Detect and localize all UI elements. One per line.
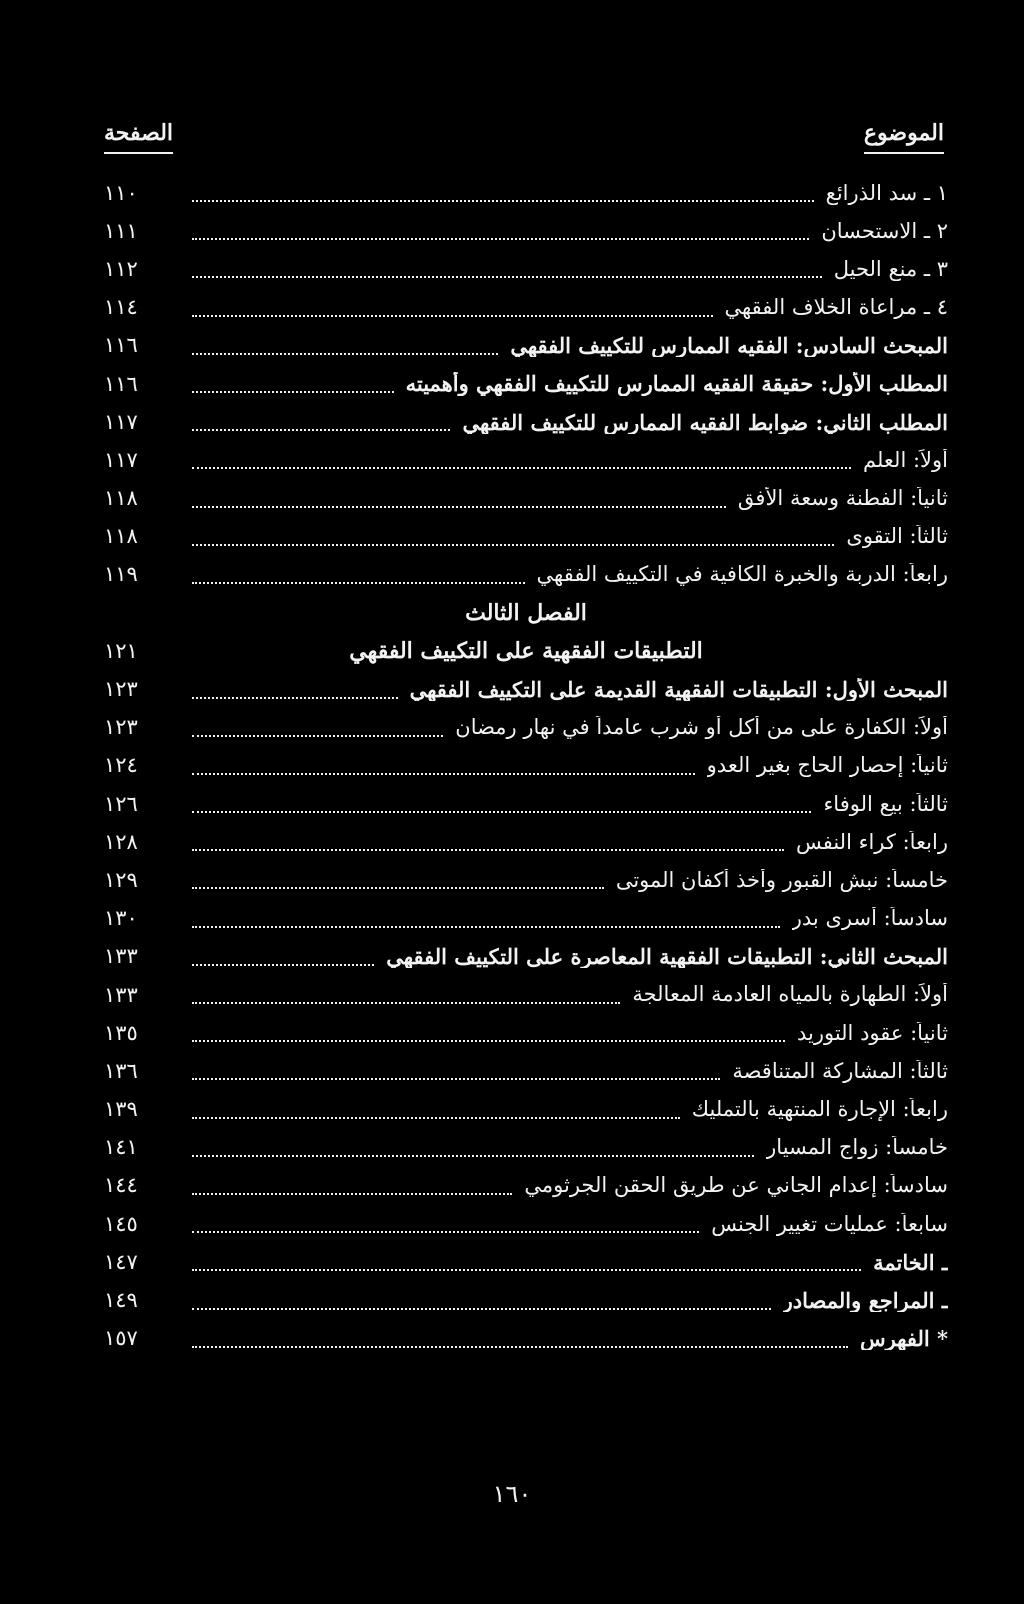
toc-row — [104, 556, 948, 594]
toc-page-number: ١٣٥ — [104, 1020, 138, 1045]
toc-title: المطلب الأول: حقيقة الفقيه الممارس للتكييف الفقهي وأهميته — [405, 372, 948, 396]
toc-page-number: ١٤٤ — [104, 1173, 138, 1198]
toc-leader — [192, 1231, 699, 1233]
topic-column-label: الموضوع — [864, 118, 944, 154]
toc-title: * الفهرس — [859, 1327, 948, 1351]
toc-page-number: ١١١ — [104, 218, 138, 243]
toc-row — [104, 709, 948, 747]
toc-leader — [192, 506, 726, 508]
table-of-contents — [104, 174, 948, 1358]
toc-row — [104, 174, 948, 212]
toc-page-number: ١٢٦ — [104, 791, 138, 816]
toc-row — [104, 1281, 948, 1319]
toc-row — [104, 1320, 948, 1358]
toc-leader — [192, 238, 809, 240]
toc-leader — [192, 582, 525, 584]
toc-row — [104, 747, 948, 785]
toc-leader — [192, 1040, 785, 1042]
chapter-subtitle: التطبيقات الفقهية على التكييف الفقهي — [349, 638, 703, 665]
toc-row — [104, 1014, 948, 1052]
toc-leader — [192, 1269, 861, 1271]
toc-leader — [192, 315, 713, 317]
toc-page-number: ١٢٤ — [104, 753, 138, 778]
toc-page-number: ١٣٣ — [104, 944, 138, 969]
toc-leader — [192, 697, 398, 699]
toc-title: ـ الخاتمة — [873, 1250, 948, 1274]
toc-title: ٣ ـ منع الحيل — [833, 257, 948, 281]
toc-page-number: ١٣٦ — [104, 1058, 138, 1083]
toc-row — [104, 289, 948, 327]
toc-leader — [192, 200, 814, 202]
toc-row — [104, 327, 948, 365]
toc-row — [104, 518, 948, 556]
toc-page-number: ١١٨ — [104, 524, 138, 549]
toc-leader — [192, 429, 450, 431]
chapter-heading: الفصل الثالث — [465, 600, 587, 627]
toc-title: المبحث السادس: الفقيه الممارس للتكييف الفقهي — [510, 334, 948, 358]
toc-page-number: ١٤٩ — [104, 1288, 138, 1313]
toc-row — [104, 1091, 948, 1129]
toc-leader — [192, 849, 784, 851]
toc-row — [104, 670, 948, 708]
toc-title: سادساً: أسرى بدر — [791, 907, 948, 931]
toc-page-number: ١٥٧ — [104, 1326, 138, 1351]
toc-row — [104, 1243, 948, 1281]
toc-leader — [192, 467, 851, 469]
toc-title: ثانياً: الفطنة وسعة الأفق — [737, 487, 948, 511]
toc-leader — [192, 887, 604, 889]
toc-title: ثالثاً: التقوى — [846, 525, 948, 549]
toc-title: ثالثاً: بيع الوفاء — [823, 792, 948, 816]
toc-row — [104, 250, 948, 288]
toc-row — [104, 212, 948, 250]
toc-leader — [192, 276, 822, 278]
toc-page-number: ١٢٩ — [104, 867, 138, 892]
toc-title: سابعاً: عمليات تغيير الجنس — [711, 1212, 948, 1236]
toc-page-number: ١١٩ — [104, 562, 138, 587]
toc-row — [104, 1205, 948, 1243]
toc-title: المطلب الثاني: ضوابط الفقيه الممارس للتكييف الفقهي — [462, 410, 948, 434]
toc-title: ثالثاً: المشاركة المتناقصة — [732, 1059, 948, 1083]
toc-row — [104, 441, 948, 479]
toc-page-number: ١٢٣ — [104, 677, 138, 702]
toc-leader — [192, 1078, 720, 1080]
toc-page-number: ١١٧ — [104, 409, 138, 434]
toc-leader — [192, 1346, 848, 1348]
toc-page-number: ١٣٩ — [104, 1097, 138, 1122]
toc-page-number: ١١٦ — [104, 333, 138, 358]
toc-leader — [192, 353, 498, 355]
toc-page-number: ١١٢ — [104, 256, 138, 281]
toc-leader — [192, 544, 834, 546]
toc-title: خامساً: نبش القبور وأخذ أكفان الموتى — [615, 868, 948, 892]
toc-page-number: ١١٤ — [104, 295, 138, 320]
toc-title: المبحث الثاني: التطبيقات الفقهية المعاصرة على التكييف الفقهي — [386, 945, 948, 969]
toc-title: أولاً: الطهارة بالمياه العادمة المعالجة — [632, 983, 948, 1007]
toc-row — [104, 480, 948, 518]
toc-leader — [192, 1308, 771, 1310]
chapter-heading-row — [104, 594, 948, 632]
toc-title: رابعاً: الدربة والخبرة الكافية في التكييف الفقهي — [536, 563, 948, 587]
toc-row — [104, 861, 948, 899]
toc-row — [104, 976, 948, 1014]
toc-row — [104, 1052, 948, 1090]
toc-row — [104, 823, 948, 861]
toc-page-number: ١٤٥ — [104, 1211, 138, 1236]
toc-page-number: ١١٨ — [104, 486, 138, 511]
toc-page-number: ١١٦ — [104, 371, 138, 396]
toc-row — [104, 1129, 948, 1167]
toc-page-number: ١١٧ — [104, 447, 138, 472]
toc-title: أولاً: العلم — [863, 448, 948, 472]
toc-title: ١ ـ سد الذرائع — [825, 181, 948, 205]
page-column-label: الصفحة — [104, 118, 173, 154]
toc-title: ـ المراجع والمصادر — [782, 1288, 948, 1313]
toc-row — [104, 1167, 948, 1205]
toc-leader — [192, 1002, 620, 1004]
toc-title: ٤ ـ مراعاة الخلاف الفقهي — [724, 296, 948, 320]
toc-page-number: ١٣٣ — [104, 982, 138, 1007]
toc-title: ثانياً: عقود التوريد — [796, 1021, 948, 1045]
toc-leader — [192, 964, 374, 966]
toc-leader — [192, 1155, 754, 1157]
toc-page-number: ١٤١ — [104, 1135, 138, 1160]
toc-leader — [192, 391, 394, 393]
toc-page-number: ١١٠ — [104, 180, 138, 205]
toc-leader — [192, 1193, 512, 1195]
chapter-subtitle-row — [104, 632, 948, 670]
toc-row — [104, 403, 948, 441]
toc-page-number: ١٣٠ — [104, 906, 138, 931]
toc-title: ثانياً: إحصار الحاج بغير العدو — [706, 754, 948, 778]
toc-title: المبحث الأول: التطبيقات الفقهية القديمة على التكييف الفقهي — [409, 677, 948, 702]
toc-row — [104, 785, 948, 823]
toc-row — [104, 900, 948, 938]
toc-title: رابعاً: الإجارة المنتهية بالتمليك — [691, 1098, 948, 1122]
toc-header — [104, 118, 944, 158]
chapter-subtitle-page-number: ١٢١ — [104, 639, 138, 664]
toc-row — [104, 365, 948, 403]
toc-page-number: ١٢٨ — [104, 829, 138, 854]
toc-title: سادساً: إعدام الجاني عن طريق الحقن الجرثومي — [524, 1174, 948, 1198]
toc-page-number: ١٤٧ — [104, 1249, 138, 1274]
footer-page-number: ١٦٠ — [492, 1480, 532, 1508]
toc-leader — [192, 735, 443, 737]
toc-leader — [192, 773, 695, 775]
toc-leader — [192, 811, 811, 813]
toc-title: خامساً: زواج المسيار — [766, 1136, 948, 1160]
toc-leader — [192, 926, 780, 928]
toc-leader — [192, 1117, 680, 1119]
toc-title: رابعاً: كراء النفس — [795, 830, 948, 854]
toc-title: أولاً: الكفارة على من أكل أو شرب عامداً في نهار رمضان — [455, 716, 948, 740]
toc-page-number: ١٢٣ — [104, 715, 138, 740]
toc-row — [104, 938, 948, 976]
toc-title: ٢ ـ الاستحسان — [821, 219, 948, 243]
